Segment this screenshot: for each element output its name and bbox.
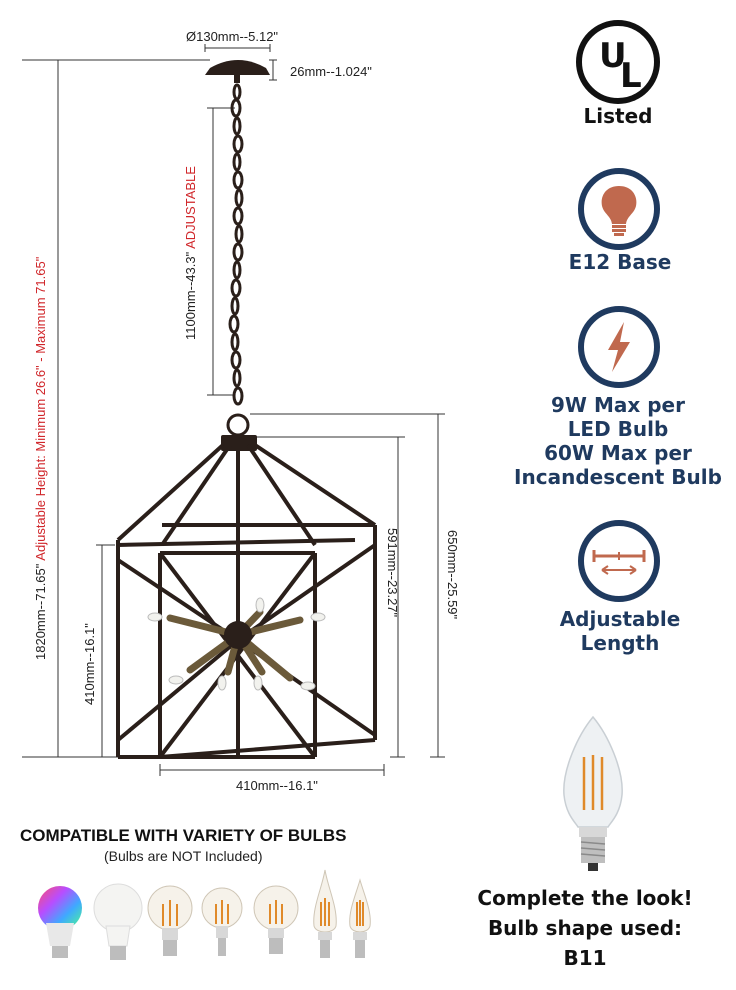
b11-bulb-image (548, 715, 638, 875)
overall-height-value: 1820mm--71.65" (33, 563, 48, 660)
wattage-label (508, 393, 728, 489)
canopy-diameter-label: Ø130mm--5.12" (186, 29, 279, 44)
chain-length-value: 1100mm--43.3" (183, 251, 198, 340)
bulb-base-icon (578, 168, 660, 250)
wattage-line-2: LED Bulb (567, 417, 669, 441)
cta-line-3: B11 (563, 946, 607, 970)
width-label: 410mm--16.1" (236, 778, 318, 793)
adjustable-line-1: Adjustable (559, 607, 681, 631)
outer-height-label: 650mm--25.59" (445, 530, 460, 620)
ul-listed-icon (576, 20, 660, 104)
inner-height-label: 591mm--23.27" (385, 528, 400, 618)
lantern-frame (118, 437, 375, 757)
canopy (205, 60, 270, 83)
bulb-clear-a19 (148, 886, 192, 956)
cta-line-1: Complete the look! (477, 886, 693, 910)
chain-adjustable-note: ADJUSTABLE (183, 166, 198, 249)
bulb-smart-rgb (38, 886, 82, 958)
cta-line-2: Bulb shape used: (487, 916, 683, 940)
bulb-b11-candle (350, 880, 371, 958)
wattage-line-1: 9W Max per (551, 393, 685, 417)
ul-letter-u: U (599, 36, 627, 76)
canopy-height-label: 26mm--1.024" (290, 64, 372, 79)
complete-look-text (470, 883, 700, 973)
bulb-flame-tip (314, 870, 337, 958)
chain (228, 85, 248, 435)
compatible-bulbs-row (30, 868, 390, 974)
bulb-globe-small-base (202, 888, 242, 956)
overall-height-label (33, 257, 48, 660)
lightning-icon (578, 306, 660, 388)
bulb-globe-medium-base (254, 886, 298, 954)
adjustable-line-2: Length (580, 631, 660, 655)
wattage-line-4: Incandescent Bulb (514, 465, 722, 489)
adjustable-length-icon (578, 520, 660, 602)
ul-letter-l: L (620, 56, 642, 96)
wattage-line-3: 60W Max per (544, 441, 692, 465)
adjustable-length-label (540, 607, 700, 655)
side-height-label: 410mm--16.1" (82, 623, 97, 705)
compat-title: COMPATIBLE WITH VARIETY OF BULBS (20, 826, 347, 845)
ul-listed-label: Listed (583, 104, 653, 128)
ul-listed-badge (576, 20, 660, 104)
overall-height-note: Adjustable Height: Minimum 26.6" - Maximum 71.65" (33, 256, 48, 561)
compat-subtitle: (Bulbs are NOT Included) (104, 848, 263, 864)
chain-length-label (183, 166, 198, 340)
e12-base-label: E12 Base (568, 250, 672, 274)
bulb-frosted-a19 (94, 884, 142, 960)
